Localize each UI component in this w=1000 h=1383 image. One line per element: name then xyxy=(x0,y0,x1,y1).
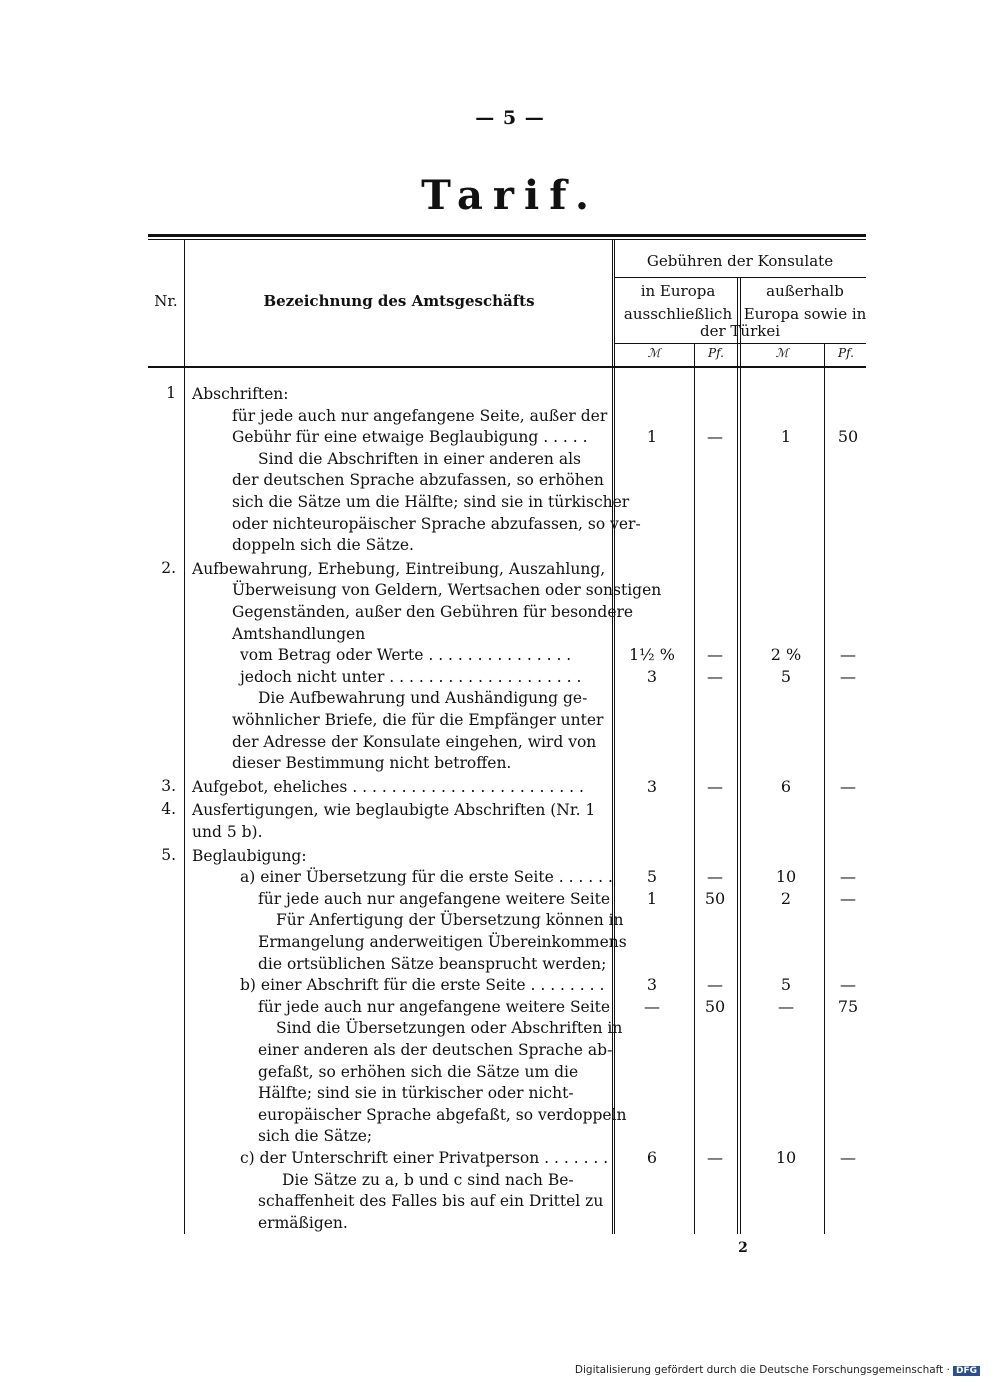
row-text: sich die Sätze; xyxy=(258,1127,373,1146)
row-number: 5. xyxy=(161,845,176,864)
col-divider-mid-2 xyxy=(740,277,741,1234)
row-text: jedoch nicht unter . . . . . . . . . . . . . . . . . . . . xyxy=(240,667,582,686)
row-text: Die Aufbewahrung und Aushändigung ge- xyxy=(258,689,588,708)
unit-mark-1: ℳ xyxy=(647,346,661,360)
row-text: Sind die Abschriften in einer anderen als xyxy=(258,449,581,468)
unit-mark-2: ℳ xyxy=(775,346,789,360)
fee-europe-pf: — xyxy=(707,666,723,686)
fee-outside-mark: 5 xyxy=(780,666,792,686)
fee-outside-mark: 2 xyxy=(780,888,792,908)
fee-outside-pf: 75 xyxy=(837,996,859,1016)
row-text: Ausfertigungen, wie beglaubigte Abschriften (Nr. 1 xyxy=(192,801,596,820)
row-text: dieser Bestimmung nicht betroffen. xyxy=(232,754,512,773)
header-nr: Nr. xyxy=(154,292,178,310)
fee-outside-pf: — xyxy=(840,975,856,995)
fee-outside-mark: 6 xyxy=(780,776,792,796)
fee-outside-pf: — xyxy=(840,776,856,796)
fee-outside-pf: — xyxy=(840,888,856,908)
fee-europe-pf: — xyxy=(707,975,723,995)
row-text: für jede auch nur angefangene Seite, außer der xyxy=(232,406,608,425)
fee-europe-mark: 6 xyxy=(646,1148,658,1167)
unit-pf-1: Pf. xyxy=(708,346,724,360)
fee-europe-mark: 3 xyxy=(646,666,658,686)
row-text: Überweisung von Geldern, Wertsachen oder sonstigen xyxy=(232,581,662,600)
row-text: Aufgebot, eheliches . . . . . . . . . . . . . . . . . . . . . . . . xyxy=(192,777,584,796)
fee-outside-mark: 1 xyxy=(780,427,792,447)
row-text: oder nichteuropäischer Sprache abzufassen, so ver- xyxy=(232,514,641,533)
row-text: Für Anfertigung der Übersetzung können in xyxy=(276,911,624,930)
row-text: europäischer Sprache abgefaßt, so verdoppeln xyxy=(258,1105,627,1124)
row-text: Ermangelung anderweitigen Übereinkommens xyxy=(258,933,627,951)
fee-europe-mark: 5 xyxy=(646,867,658,887)
row-text: Die Sätze zu a, b und c sind nach Be- xyxy=(282,1170,574,1189)
fee-outside-pf: — xyxy=(840,867,856,887)
row-text: die ortsüblichen Sätze beansprucht werden; xyxy=(258,954,607,973)
row-text: Gegenständen, außer den Gebühren für besondere xyxy=(232,603,634,621)
table-top-rule xyxy=(148,234,866,237)
row-text: einer anderen als der deutschen Sprache ab- xyxy=(258,1041,613,1059)
fee-europe-pf: — xyxy=(707,427,723,447)
fee-europe-pf: — xyxy=(707,1148,723,1167)
row-text: der Adresse der Konsulate eingehen, wird von xyxy=(232,732,597,751)
col-divider-desc-2 xyxy=(614,240,615,1234)
row-text: schaffenheit des Falles bis auf ein Drittel zu xyxy=(258,1192,604,1211)
unit-pf-2: Pf. xyxy=(838,346,854,360)
fee-europe-mark: 3 xyxy=(646,776,658,796)
fee-europe-pf: 50 xyxy=(704,888,726,908)
fee-europe-mark: 1½ % xyxy=(629,645,675,665)
row-text: vom Betrag oder Werte . . . . . . . . . . . . . . . xyxy=(240,646,572,665)
row-text: Amtshandlungen xyxy=(232,624,366,643)
header-col-turkey: der Türkei xyxy=(699,322,781,340)
signature-mark: 2 xyxy=(738,1240,748,1256)
row-number: 3. xyxy=(161,776,176,795)
fee-europe-mark: 1 xyxy=(646,427,658,447)
fee-europe-pf: — xyxy=(707,645,723,665)
row-text: ermäßigen. xyxy=(258,1213,348,1232)
header-fees-title: Gebühren der Konsulate xyxy=(646,252,834,270)
row-text: doppeln sich die Sätze. xyxy=(232,536,414,555)
row-text: für jede auch nur angefangene weitere Seite xyxy=(258,997,611,1016)
header-bottom-rule xyxy=(148,366,866,368)
fee-europe-pf: 50 xyxy=(704,996,726,1016)
fee-outside-mark: 10 xyxy=(775,867,797,887)
row-text: Abschriften: xyxy=(192,385,289,403)
row-text: Beglaubigung: xyxy=(192,846,307,865)
fee-outside-pf: — xyxy=(840,645,856,665)
dfg-logo: DFG xyxy=(953,1366,980,1376)
col-divider-desc xyxy=(612,240,613,1234)
row-text: und 5 b). xyxy=(192,823,263,841)
fee-outside-pf: 50 xyxy=(837,427,859,447)
fee-europe-pf: — xyxy=(707,776,723,796)
row-text: der deutschen Sprache abzufassen, so erhöhen xyxy=(232,471,604,490)
footer-credit xyxy=(575,1364,980,1376)
fee-europe-mark: 1 xyxy=(646,888,658,908)
row-text: sich die Sätze um die Hälfte; sind sie in türkischer xyxy=(232,493,630,511)
row-number: 4. xyxy=(161,800,176,819)
footer-text: Digitalisierung gefördert durch die Deutsche Forschungsgemeinschaft · xyxy=(574,1364,950,1376)
fee-outside-mark: 2 % xyxy=(770,645,802,665)
fee-outside-pf: — xyxy=(840,1148,856,1167)
row-text: Aufbewahrung, Erhebung, Eintreibung, Auszahlung, xyxy=(192,559,606,578)
fee-outside-mark: 10 xyxy=(775,1148,797,1167)
row-text: a) einer Übersetzung für die erste Seite . . . . . . xyxy=(240,868,613,887)
fee-outside-mark: 5 xyxy=(780,975,792,995)
row-text: Gebühr für eine etwaige Beglaubigung . . . . . xyxy=(232,428,588,447)
page-title: Tarif. xyxy=(421,172,599,219)
row-number: 2. xyxy=(161,558,176,577)
header-col-outside: außerhalb Europa sowie in xyxy=(743,282,867,323)
row-text: b) einer Abschrift für die erste Seite . . . . . . . . xyxy=(240,976,605,995)
col-divider-mid xyxy=(737,277,738,1234)
row-text: Sind die Übersetzungen oder Abschriften in xyxy=(276,1019,623,1038)
table-top-rule-thin xyxy=(148,239,866,240)
row-text: gefaßt, so erhöhen sich die Sätze um die xyxy=(258,1062,579,1081)
fee-europe-pf: — xyxy=(707,867,723,887)
header-col-europe: in Europa ausschließlich xyxy=(623,282,733,323)
fee-europe-mark: 3 xyxy=(646,975,658,995)
row-number: 1 xyxy=(166,384,176,402)
row-text: für jede auch nur angefangene weitere Seite xyxy=(258,889,611,908)
fee-europe-mark: — xyxy=(644,996,660,1016)
row-text: c) der Unterschrift einer Privatperson . . . . . . . xyxy=(240,1149,609,1167)
header-description: Bezeichnung des Amtsgeschäfts xyxy=(263,292,535,310)
row-text: Hälfte; sind sie in türkischer oder nicht- xyxy=(258,1084,574,1103)
row-text: wöhnlicher Briefe, die für die Empfänger unter xyxy=(232,711,604,729)
fee-outside-pf: — xyxy=(840,666,856,686)
fee-outside-mark: — xyxy=(778,996,794,1016)
col-divider-nr xyxy=(184,240,185,1234)
page-number: — 5 — xyxy=(475,107,545,129)
